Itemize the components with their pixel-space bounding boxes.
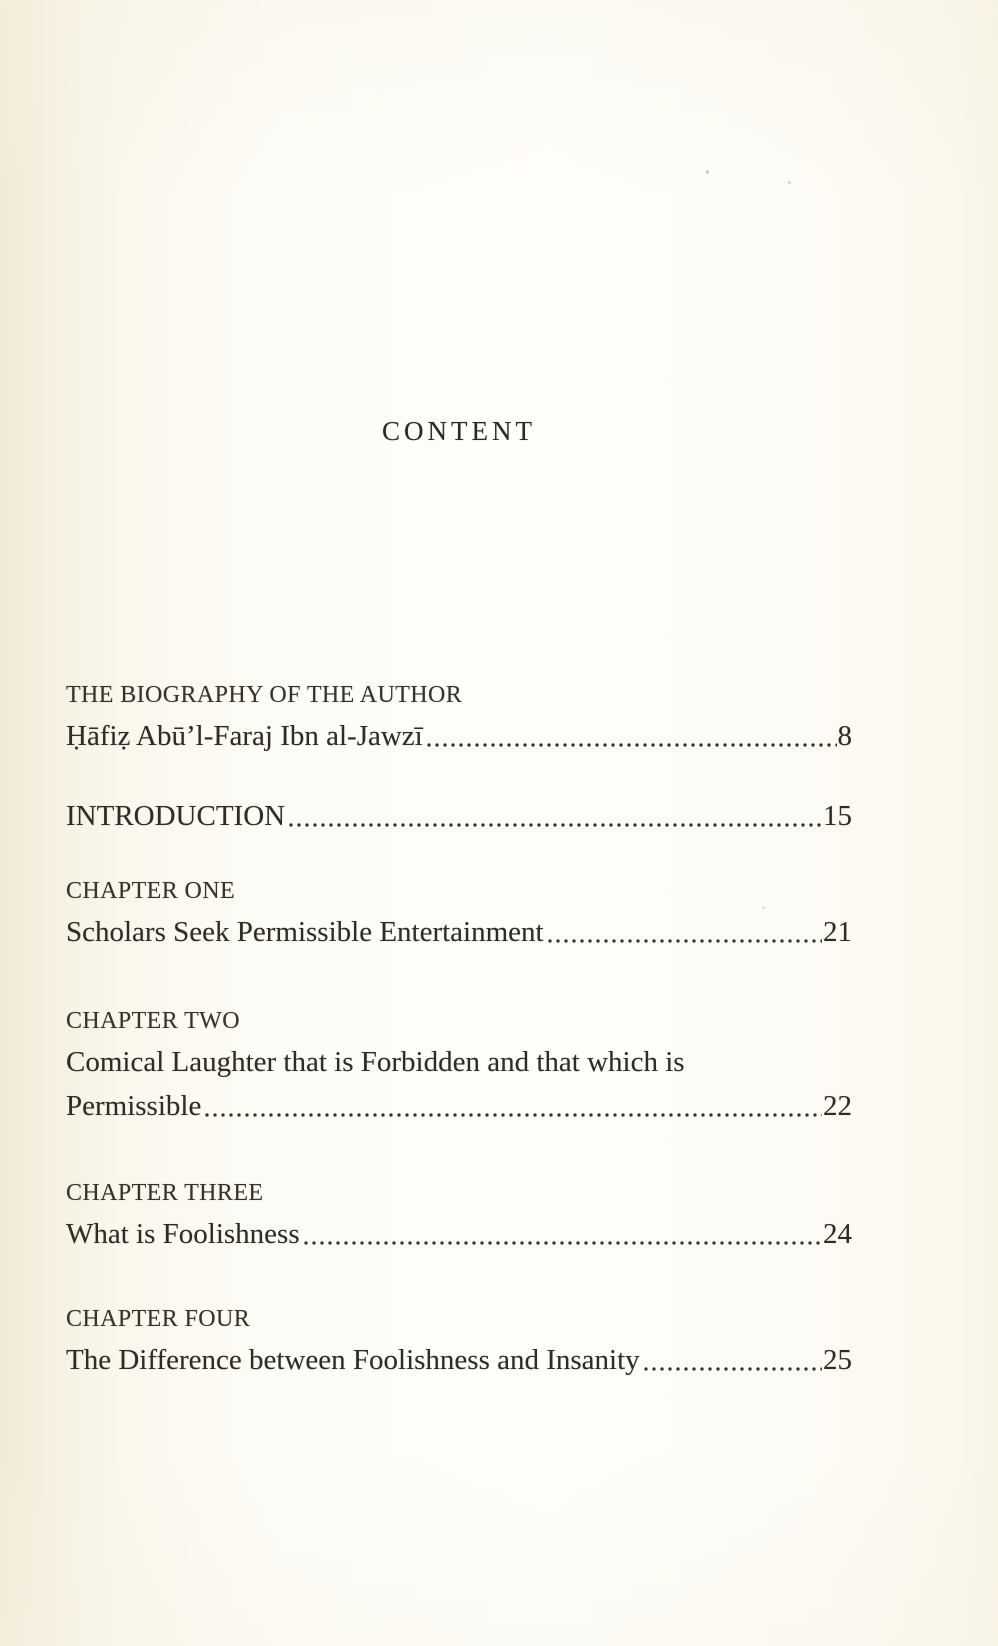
scan-speck [706, 170, 709, 174]
page-title: CONTENT [382, 416, 536, 446]
entry-line [66, 716, 852, 756]
entry-page-number: 25 [823, 1344, 852, 1376]
entry-title-first-line: Comical Laughter that is Forbidden and that which is [66, 1046, 685, 1078]
entry-line [66, 1086, 852, 1126]
scan-speck [762, 906, 765, 909]
entry-page-number: 24 [823, 1218, 852, 1250]
entry-line [66, 796, 852, 836]
entry-line [66, 1214, 852, 1254]
dot-leader [546, 912, 822, 952]
dot-leader [642, 1340, 822, 1380]
toc-entry-chapter-three [66, 1176, 852, 1254]
entry-title: Ḥāfiẓ Abū’l-Faraj Ibn al-Jawzī [66, 720, 423, 752]
scan-speck [788, 181, 791, 184]
entry-line [66, 912, 852, 952]
entry-page-number: 22 [823, 1090, 852, 1122]
toc-entry-introduction [66, 796, 852, 836]
toc-entry-biography [66, 678, 852, 756]
entry-page-number: 8 [837, 720, 852, 752]
entry-page-number: 21 [823, 916, 852, 948]
entry-heading: THE BIOGRAPHY OF THE AUTHOR [66, 682, 463, 708]
toc-entry-chapter-two [66, 1004, 852, 1126]
toc-entry-chapter-four [66, 1302, 852, 1380]
table-of-contents [66, 678, 852, 1380]
dot-leader [203, 1086, 822, 1126]
entry-title: The Difference between Foolishness and Insanity [66, 1344, 640, 1376]
entry-title: Scholars Seek Permissible Entertainment [66, 916, 544, 948]
entry-heading: CHAPTER ONE [66, 878, 236, 904]
entry-heading: CHAPTER TWO [66, 1008, 240, 1034]
entry-heading: CHAPTER THREE [66, 1180, 264, 1206]
entry-page-number: 15 [823, 800, 852, 832]
dot-leader [302, 1214, 822, 1254]
entry-title: INTRODUCTION [66, 800, 286, 832]
dot-leader [425, 716, 837, 756]
dot-leader [287, 796, 822, 836]
entry-title: What is Foolishness [66, 1218, 300, 1250]
entry-line [66, 1340, 852, 1380]
entry-title: Permissible [66, 1090, 202, 1122]
entry-heading: CHAPTER FOUR [66, 1306, 251, 1332]
toc-entry-chapter-one [66, 874, 852, 952]
